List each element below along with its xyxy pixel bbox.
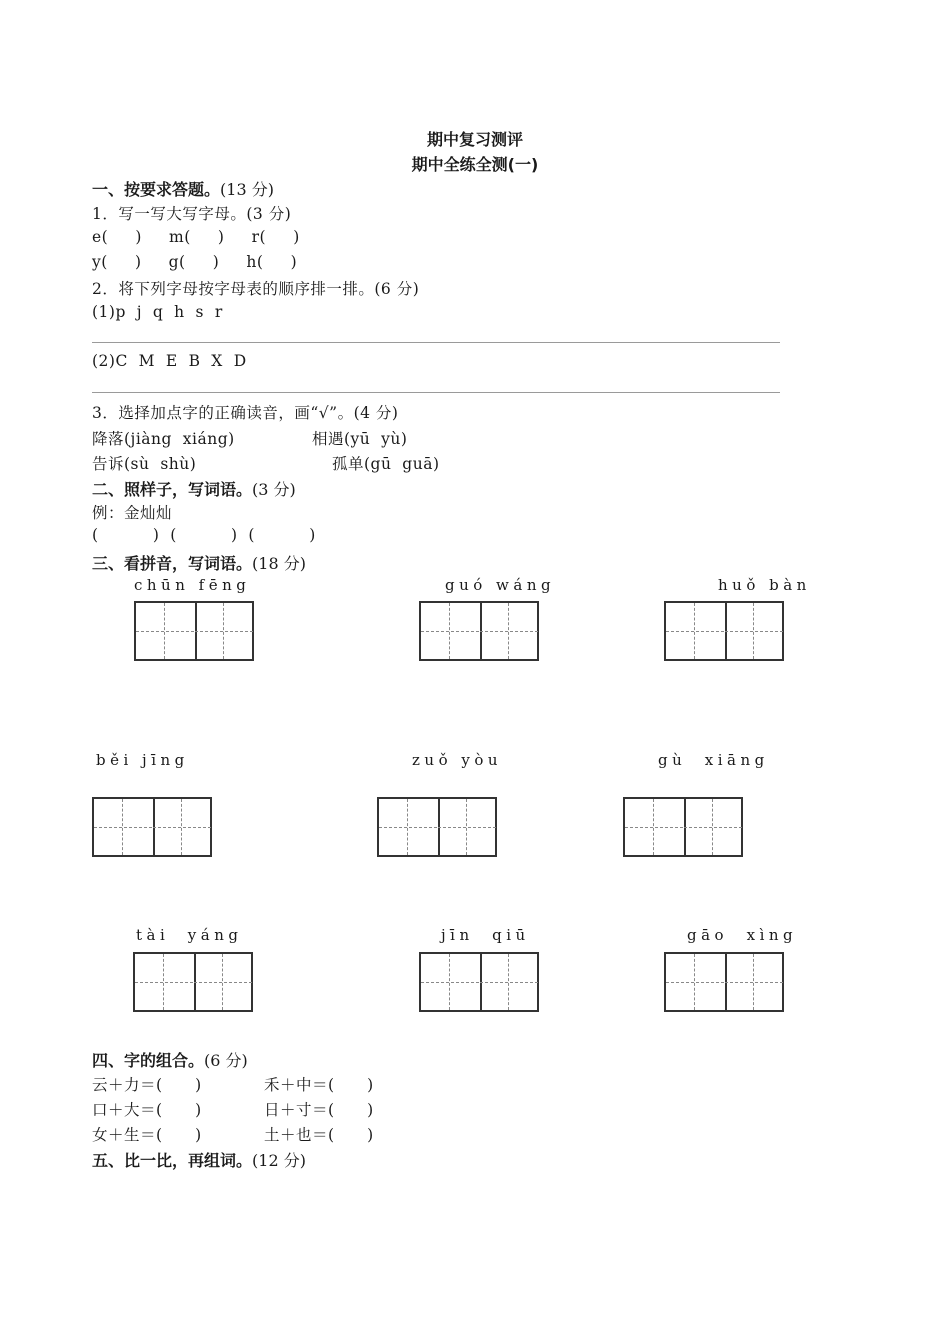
pinyin-label: huǒ bàn [718, 576, 811, 594]
writing-grid[interactable] [664, 601, 784, 661]
q1-text: 1．写一写大写字母。(3 分) [92, 205, 292, 223]
section-4-heading: 四、字的组合。(6 分) [92, 1051, 248, 1070]
writing-grid[interactable] [92, 797, 212, 857]
section-5-heading: 五、比一比，再组词。(12 分) [92, 1151, 306, 1170]
pinyin-label: guó wáng [445, 576, 556, 594]
writing-grid[interactable] [419, 952, 539, 1012]
writing-grid[interactable] [134, 601, 254, 661]
writing-grid[interactable] [133, 952, 253, 1012]
writing-grid[interactable] [664, 952, 784, 1012]
pinyin-label: tài yáng [136, 926, 243, 944]
section-2-heading: 二、照样子，写词语。(3 分) [92, 480, 296, 499]
section-2-score: (3 分) [252, 480, 296, 499]
section-3-score: (18 分) [252, 554, 306, 573]
section-4-score: (6 分) [204, 1051, 248, 1070]
combo-item[interactable]: 云＋力＝( ) [92, 1076, 202, 1094]
combo-item[interactable]: 女＋生＝( ) [92, 1126, 202, 1144]
q3-text: 3．选择加点字的正确读音，画“√”。(4 分) [92, 404, 399, 422]
combo-item[interactable]: 口＋大＝( ) [92, 1101, 202, 1119]
answer-line-2[interactable] [92, 392, 780, 393]
pinyin-label: gāo xìng [687, 926, 798, 944]
q3-item-a[interactable]: 降落(jiàng xiáng) [92, 430, 235, 448]
s2-example: 例：金灿灿 [92, 504, 173, 522]
q3-item-b[interactable]: 相遇(yū yù) [312, 430, 408, 448]
pinyin-label: jīn qiū [441, 926, 530, 944]
s2-blanks[interactable]: ( ) ( ) ( ) [92, 526, 316, 544]
combo-item[interactable]: 日＋寸＝( ) [264, 1101, 374, 1119]
combo-item[interactable]: 土＋也＝( ) [264, 1126, 374, 1144]
q1-row-1[interactable]: e( ) m( ) r( ) [92, 228, 300, 246]
pinyin-label: zuǒ yòu [412, 751, 503, 769]
q3-item-d[interactable]: 孤单(gū guā) [332, 455, 440, 473]
pinyin-label: běi jīng [96, 751, 189, 769]
section-1-heading: 一、按要求答题。(13 分) [92, 180, 274, 199]
section-5-score: (12 分) [252, 1151, 306, 1170]
combo-item[interactable]: 禾＋中＝( ) [264, 1076, 374, 1094]
q3-item-c[interactable]: 告诉(sù shù) [92, 455, 197, 473]
answer-line-1[interactable] [92, 342, 780, 343]
page-title: 期中复习测评 [426, 130, 523, 149]
q2-item-2: (2)C M E B X D [92, 352, 247, 370]
pinyin-label: chūn fēng [134, 576, 251, 594]
q2-item-1: (1)p j q h s r [92, 303, 223, 321]
writing-grid[interactable] [419, 601, 539, 661]
section-3-heading: 三、看拼音，写词语。(18 分) [92, 554, 306, 573]
writing-grid[interactable] [377, 797, 497, 857]
pinyin-label: gù xiāng [658, 751, 769, 769]
writing-grid[interactable] [623, 797, 743, 857]
q2-text: 2．将下列字母按字母表的顺序排一排。(6 分) [92, 280, 420, 298]
q1-row-2[interactable]: y( ) g( ) h( ) [92, 253, 298, 271]
section-1-score: (13 分) [220, 180, 274, 199]
page-subtitle: 期中全练全测(一) [411, 155, 539, 174]
